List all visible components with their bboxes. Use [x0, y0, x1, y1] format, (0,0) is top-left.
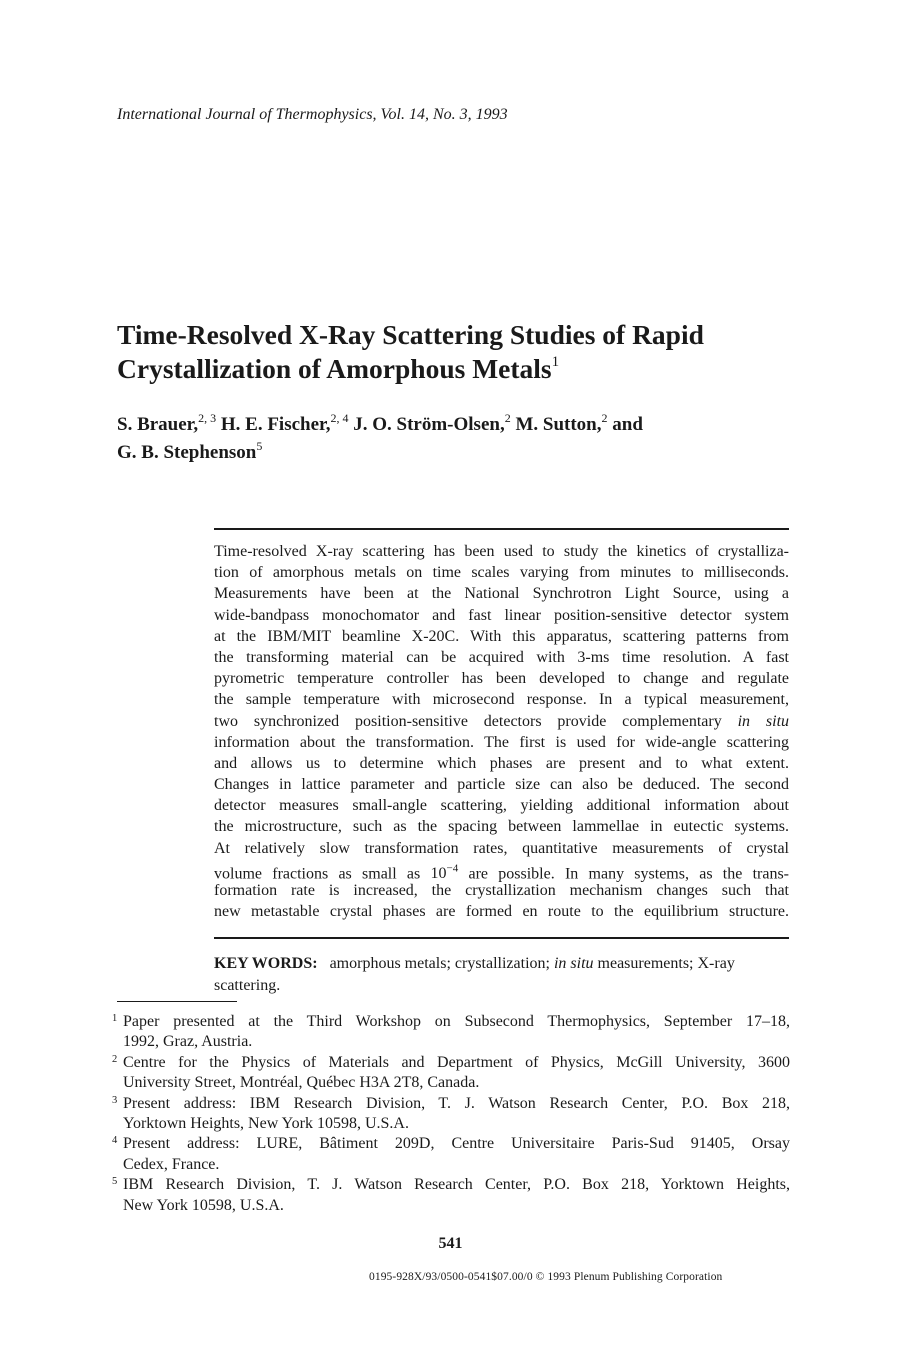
power-base: 10 — [430, 865, 447, 883]
keywords-italic: in situ — [553, 955, 594, 972]
abstract-line: wide-bandpass monochomator and fast linear position-sensitive detector system — [214, 606, 789, 624]
footnote-line: Present address: IBM Research Division, T. J. Watson Research Center, P.O. Box 218, — [123, 1094, 790, 1112]
abstract-line: formation rate is increased, the crystallization mechanism changes such that — [214, 882, 789, 899]
abstract-line: pyrometric temperature controller has been developed to change and regulate — [214, 670, 789, 688]
abstract — [214, 541, 789, 922]
journal-citation: International Journal of Thermophysics, Vol. 14, No. 3, 1993 — [117, 106, 508, 123]
footnote-line: Yorktown Heights, New York 10598, U.S.A. — [123, 1115, 409, 1133]
keywords-text: amorphous metals; crystallization; — [329, 955, 550, 972]
footnotes — [112, 1012, 790, 1216]
keywords-line-1 — [214, 953, 789, 975]
footnote-number: 4 — [112, 1135, 118, 1147]
footnote-line: University Street, Montréal, Québec H3A 2T8, Canada. — [123, 1074, 480, 1092]
footnote-number: 1 — [112, 1013, 118, 1024]
author-affiliation-marker: 2, 3 — [198, 411, 217, 425]
page-number: 541 — [438, 1235, 463, 1252]
footnote-line: IBM Research Division, T. J. Watson Research Center, P.O. Box 218, Yorktown Heights, — [123, 1176, 790, 1194]
author-affiliation-marker: 5 — [256, 439, 263, 453]
author-conjunction: and — [612, 414, 643, 435]
abstract-line-with-italic — [214, 711, 789, 732]
author-line-1 — [117, 411, 837, 439]
title-footnote-marker: 1 — [551, 354, 560, 370]
title-line-2-text: Crystallization of Amorphous Metals — [117, 353, 552, 384]
author-name: J. O. Ström-Olsen, — [353, 414, 505, 435]
abstract-line: the transforming material can be acquired with 3-ms time resolution. A fast — [214, 648, 789, 666]
abstract-line-text: volume fractions as small as — [214, 865, 421, 883]
abstract-line: information about the transformation. The first is used for wide-angle scattering — [214, 733, 789, 751]
footnote-line: Centre for the Physics of Materials and Department of Physics, McGill University, 3600 — [123, 1053, 790, 1071]
abstract-line: tion of amorphous metals on time scales varying from minutes to milliseconds. — [214, 564, 789, 582]
abstract-line: and allows us to determine which phases are present and to what extent. — [214, 754, 789, 772]
title-line-2 — [117, 352, 817, 386]
keywords-label: KEY WORDS: — [214, 955, 318, 972]
paper-title — [117, 318, 817, 386]
footnote-line: 1992, Graz, Austria. — [123, 1033, 253, 1051]
footnote-number: 5 — [112, 1176, 118, 1188]
abstract-bottom-rule — [214, 937, 789, 939]
author-affiliation-marker: 2 — [601, 411, 608, 425]
abstract-line: Measurements have been at the National Synchrotron Light Source, using a — [214, 585, 789, 603]
footnote-number: 3 — [112, 1094, 118, 1106]
abstract-line: the microstructure, such as the spacing between lammellae in eutectic systems. — [214, 818, 789, 836]
footnote-line: Cedex, France. — [123, 1155, 220, 1173]
footnote-number: 2 — [112, 1053, 118, 1065]
keywords-text: measurements; X-ray — [597, 955, 735, 972]
abstract-line: detector measures small-angle scattering, yielding additional information about — [214, 797, 789, 815]
footnote-3 — [112, 1094, 790, 1135]
keywords-line-2: scattering. — [214, 977, 281, 994]
footnote-separator — [117, 1001, 237, 1002]
footnote-4 — [112, 1134, 790, 1175]
author-line-2 — [117, 439, 837, 467]
abstract-line: at the IBM/MIT beamline X-20C. With this apparatus, scattering patterns from — [214, 627, 789, 645]
author-affiliation-marker: 2 — [504, 411, 511, 425]
in-situ-italic: in situ — [737, 712, 790, 730]
power-exponent: −4 — [446, 862, 459, 875]
author-name: H. E. Fischer, — [220, 414, 331, 435]
abstract-line-text: are possible. In many systems, as the trans- — [468, 865, 790, 883]
abstract-line: Changes in lattice parameter and particle size can also be deduced. The second — [214, 776, 789, 794]
author-name: S. Brauer, — [117, 414, 199, 435]
abstract-line-with-exponent — [214, 859, 790, 883]
abstract-top-rule — [214, 528, 789, 530]
abstract-line-text: two synchronized position-sensitive detectors provide complementary — [214, 712, 722, 730]
footnote-1 — [112, 1012, 790, 1053]
footnote-line: New York 10598, U.S.A. — [123, 1196, 284, 1214]
author-name: M. Sutton, — [515, 414, 602, 435]
abstract-line: Time-resolved X-ray scattering has been used to study the kinetics of crystalliza- — [214, 543, 789, 560]
title-line-1: Time-Resolved X-Ray Scattering Studies of Rapid — [117, 319, 704, 350]
copyright-line: 0195-928X/93/0500-0541$07.00/0 © 1993 Plenum Publishing Corporation — [369, 1271, 723, 1283]
abstract-line: the sample temperature with microsecond response. In a typical measurement, — [214, 691, 789, 709]
keywords — [214, 953, 789, 997]
footnote-line: Paper presented at the Third Workshop on Subsecond Thermophysics, September 17–18, — [123, 1013, 790, 1030]
footnote-5 — [112, 1175, 790, 1216]
author-list — [117, 411, 837, 467]
author-name: G. B. Stephenson — [117, 442, 257, 463]
footnote-line: Present address: LURE, Bâtiment 209D, Centre Universitaire Paris-Sud 91405, Orsay — [123, 1135, 790, 1153]
author-affiliation-marker: 2, 4 — [330, 411, 349, 425]
footnote-2 — [112, 1053, 790, 1094]
abstract-line: At relatively slow transformation rates, quantitative measurements of crystal — [214, 839, 789, 857]
abstract-line: new metastable crystal phases are formed en route to the equilibrium structure. — [214, 903, 789, 921]
